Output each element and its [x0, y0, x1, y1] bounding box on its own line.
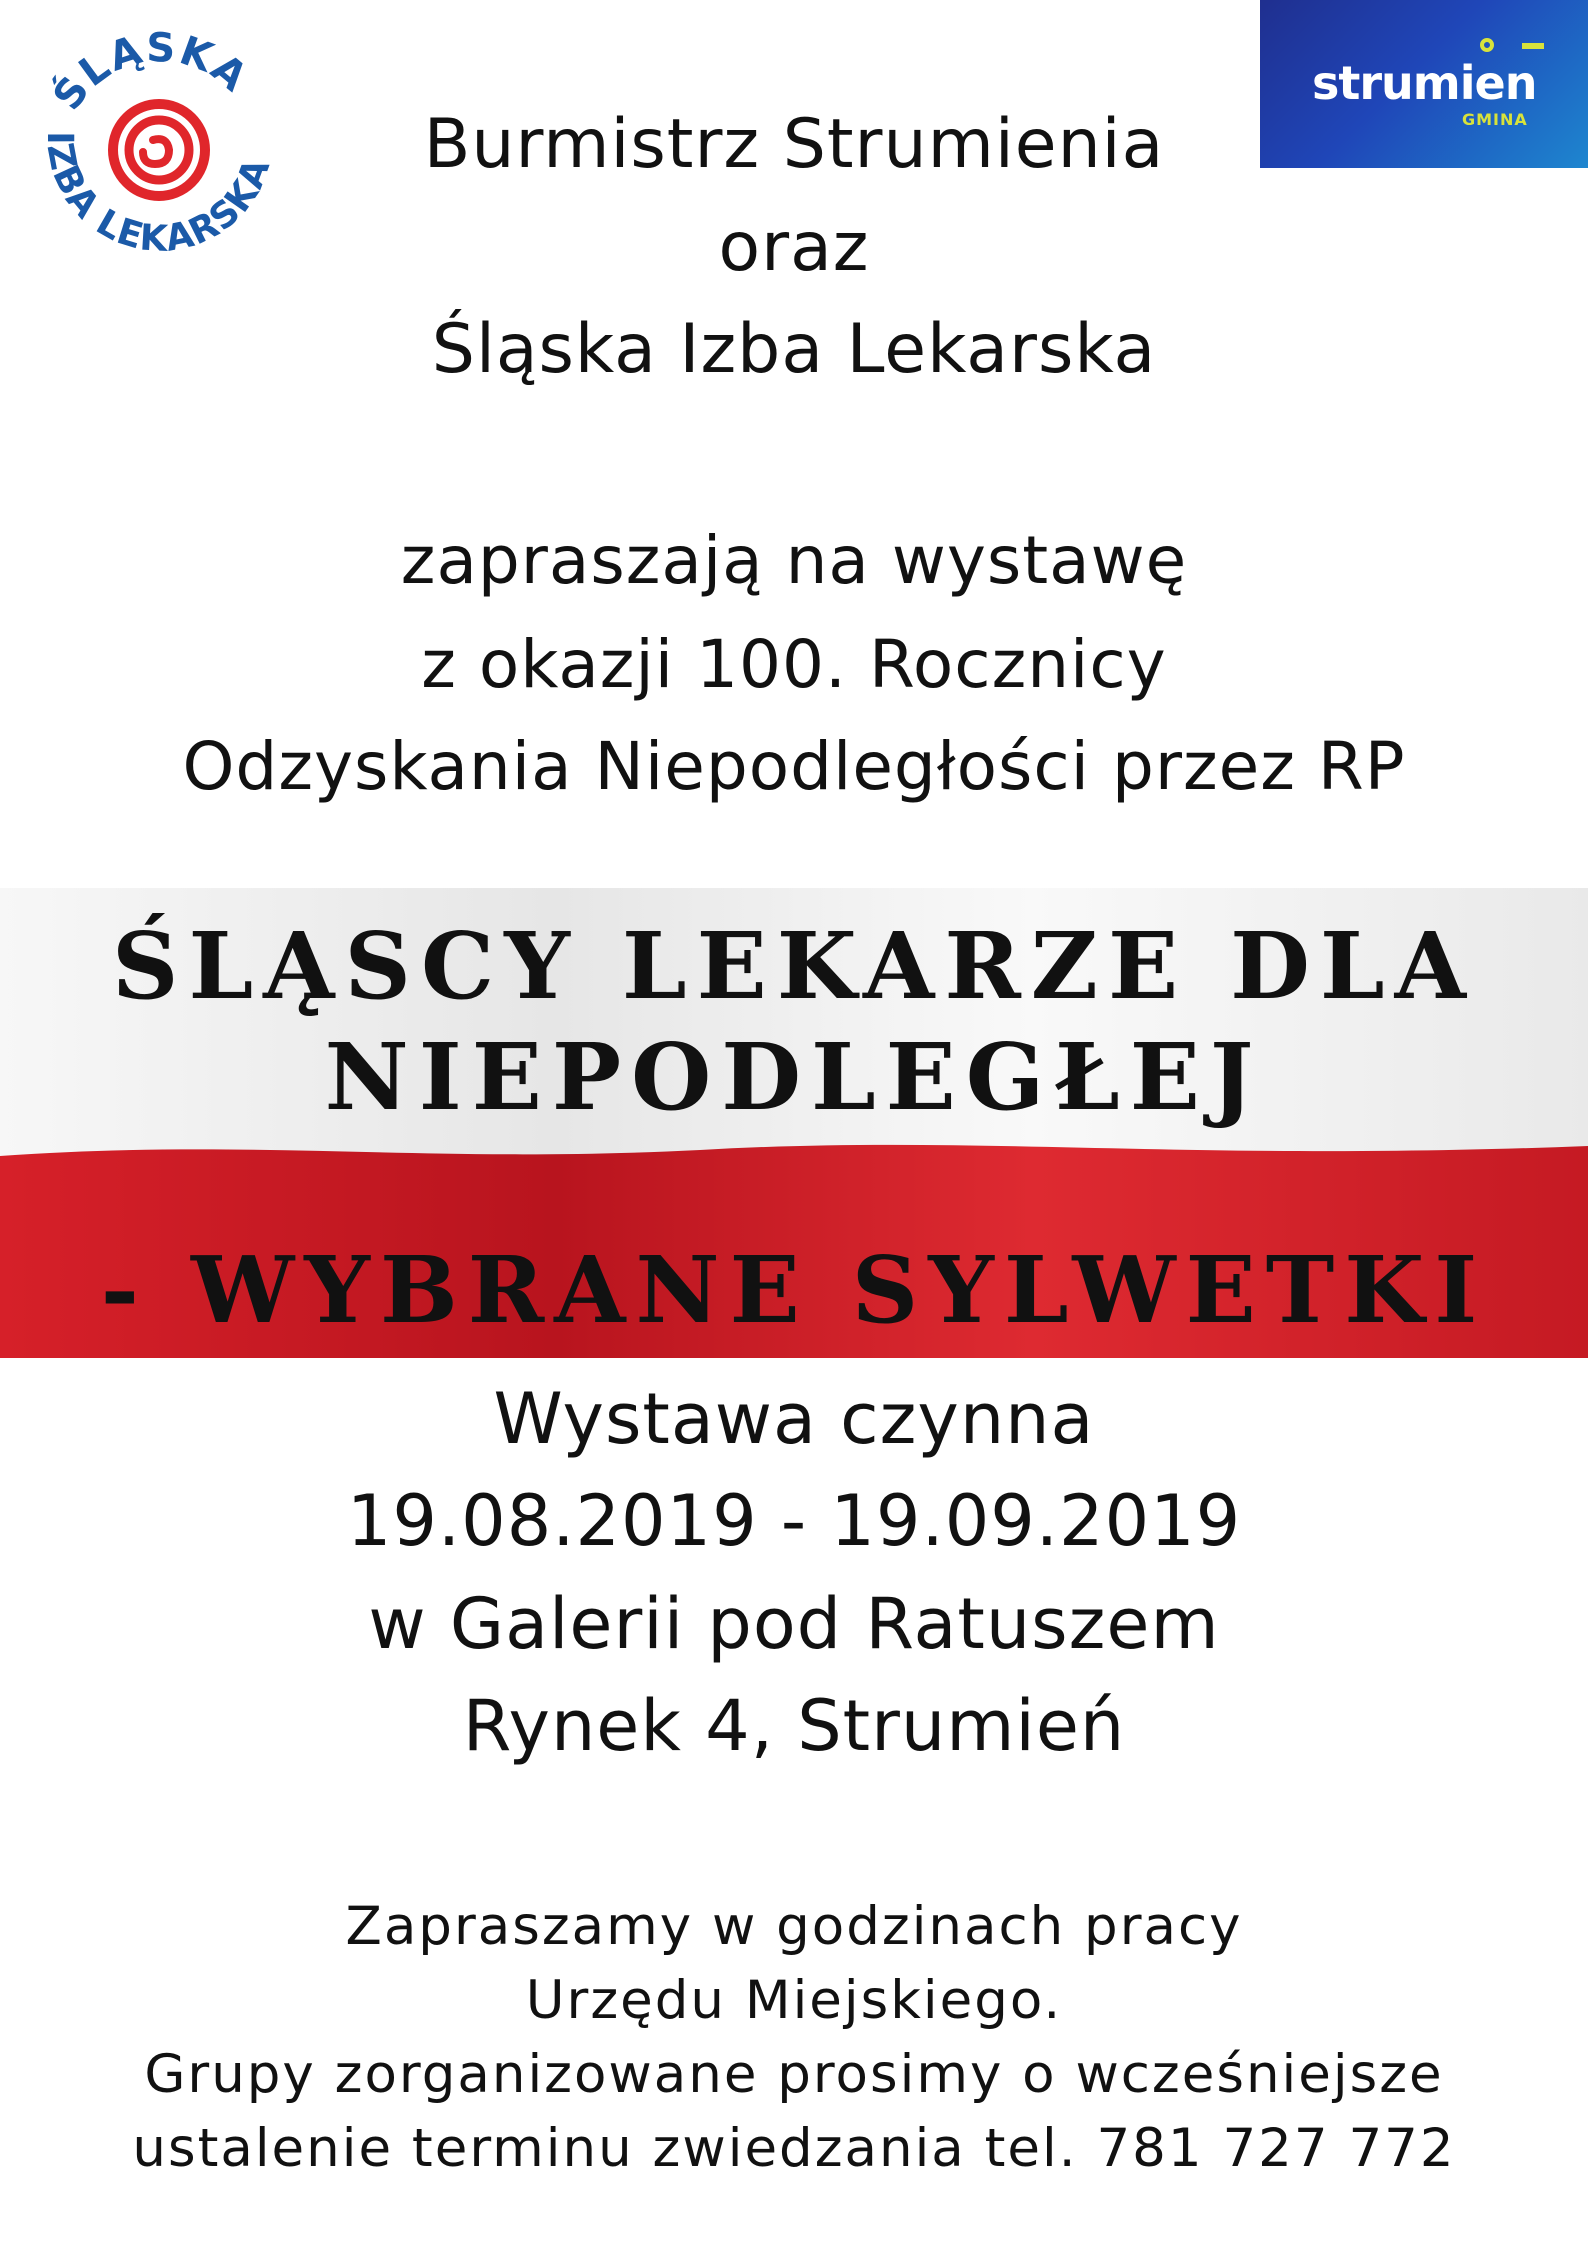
footer-line-1: Zapraszamy w godzinach pracy — [345, 1896, 1243, 1957]
footer-line-3: Grupy zorganizowane prosimy o wcześniejsze — [144, 2044, 1444, 2105]
exhibition-venue: w Galerii pod Ratuszem — [368, 1583, 1220, 1665]
header-line-2: oraz — [718, 208, 870, 287]
title-line-3: - WYBRANE SYLWETKI — [100, 1236, 1488, 1344]
exhibition-line-1: Wystawa czynna — [493, 1378, 1095, 1460]
invitation-line-3: Odzyskania Niepodległości przez RP — [182, 728, 1406, 805]
footer-contact-line: ustalenie terminu zwiedzania tel. 781 727 772 — [132, 2118, 1456, 2179]
exhibition-address: Rynek 4, Strumień — [462, 1685, 1126, 1767]
footer-line-2: Urzędu Miejskiego. — [525, 1970, 1063, 2031]
logo-ring-icon — [1480, 38, 1494, 52]
svg-text:ŚLĄSKA: ŚLĄSKA — [44, 25, 258, 119]
invitation-line-2: z okazji 100. Rocznicy — [421, 626, 1167, 703]
header-line-3: Śląska Izba Lekarska — [431, 310, 1157, 389]
svg-text:IZBA LEKARSKA: IZBA LEKARSKA — [38, 131, 279, 261]
logo-wordmark: strumien — [1312, 56, 1537, 110]
title-line-2: NIEPODLEGŁEJ — [324, 1023, 1264, 1131]
header-line-1: Burmistrz Strumienia — [423, 105, 1165, 184]
invitation-line-1: zapraszają na wystawę — [400, 522, 1188, 599]
exhibition-dates: 19.08.2019 - 19.09.2019 — [346, 1480, 1242, 1562]
title-line-1: ŚLĄSCY LEKARZE DLA — [112, 912, 1476, 1020]
logo-subtitle: GMINA — [1462, 110, 1528, 129]
logo-dash-icon — [1522, 43, 1544, 49]
